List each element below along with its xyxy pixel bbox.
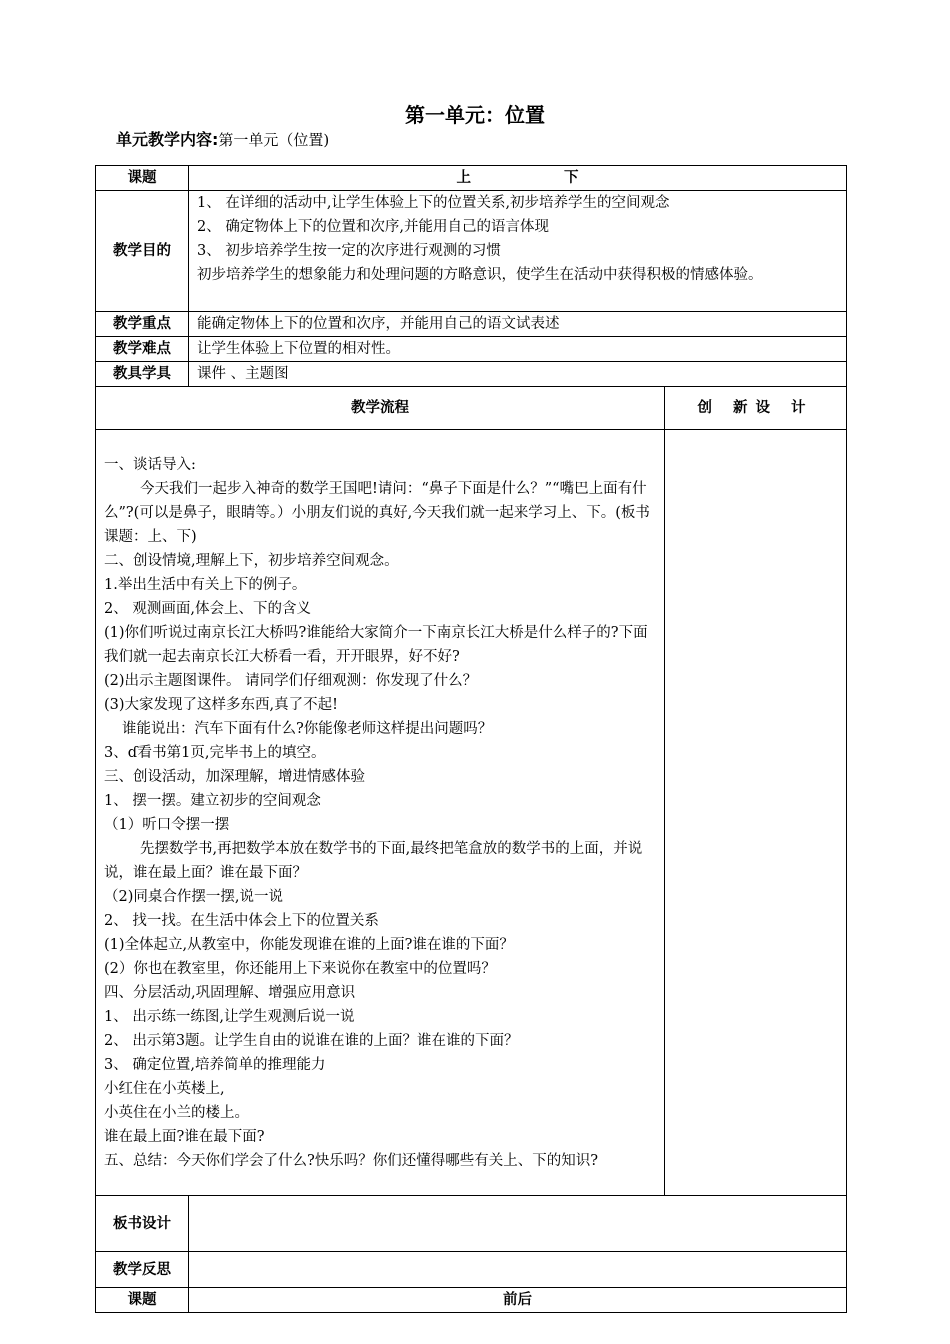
flow-line: 2、 出示第3题。让学生自由的说谁在谁的上面？谁在谁的下面？: [104, 1032, 519, 1049]
key-point-label: 教学重点: [96, 312, 189, 337]
flow-line: 今天我们一起步入神奇的数学王国吧!请问：“鼻子下面是什么？”“嘴巴上面有什么”?(可以是鼻子，眼睛等。）小朋友们说的真好,今天我们就一起来学习上、下。(板书课题：上、下): [104, 480, 650, 545]
goals-label: 教学目的: [96, 191, 189, 312]
flow-line: 1.举出生活中有关上下的例子。: [104, 576, 307, 593]
reflection-label: 教学反思: [96, 1252, 189, 1288]
flow-line: 1、 摆一摆。建立初步的空间观念: [104, 792, 321, 809]
flow-line: 3、 确定位置,培养简单的推理能力: [104, 1056, 326, 1073]
flow-line: 小红住在小英楼上,: [104, 1080, 225, 1097]
key-point-row: [96, 312, 847, 337]
topic-label: 课题: [96, 166, 189, 191]
flow-line: 三、创设活动，加深理解，增进情感体验: [104, 768, 365, 785]
design-header: 创 新设 计: [665, 387, 847, 430]
flow-line: 五、总结：今天你们学会了什么?快乐吗？你们还懂得哪些有关上、下的知识?: [104, 1152, 599, 1169]
flow-line: 2、 找一找。在生活中体会上下的位置关系: [104, 912, 379, 929]
topic-label-2: 课题: [96, 1288, 189, 1313]
board-design-row: [96, 1196, 847, 1252]
flow-line: 小英住在小兰的楼上。: [104, 1104, 249, 1121]
tools-value: 课件 、主题图: [189, 362, 847, 387]
board-design-label: 板书设计: [96, 1196, 189, 1252]
goal-item: 3、 初步培养学生按一定的次序进行观测的习惯: [197, 243, 501, 259]
flow-line: 一、谈话导入:: [104, 456, 196, 473]
reflection-cell: [189, 1252, 847, 1288]
page-title: 第一单元：位置: [405, 103, 545, 127]
tools-label: 教具学具: [96, 362, 189, 387]
unit-content-line: [116, 127, 329, 150]
key-point-value: 能确定物体上下的位置和次序，并能用自己的语文试表述: [189, 312, 847, 337]
flow-line: 3、ɗ看书第1页,完毕书上的填空。: [104, 744, 326, 761]
unit-content-value: 第一单元（位置): [218, 131, 330, 149]
flow-line: （2)同桌合作摆一摆,说一说: [104, 888, 283, 905]
board-design-cell: [189, 1196, 847, 1252]
flow-line: （1）听口令摆一摆: [104, 816, 230, 833]
goal-item: 初步培养学生的想象能力和处理问题的方略意识，使学生在活动中获得积极的情感体验。: [197, 267, 763, 283]
topic-value: 上 下: [189, 166, 847, 191]
difficulty-row: [96, 337, 847, 362]
topic-value-2: 前后: [189, 1288, 847, 1313]
difficulty-value: 让学生体验上下位置的相对性。: [189, 337, 847, 362]
difficulty-label: 教学难点: [96, 337, 189, 362]
flow-line: 四、分层活动,巩固理解、增强应用意识: [104, 984, 356, 1001]
flow-content: [96, 430, 665, 1196]
topic-row-2: [96, 1288, 847, 1313]
flow-header-row: [96, 387, 847, 430]
goal-item: 2、 确定物体上下的位置和次序,并能用自己的语言体现: [197, 219, 549, 235]
flow-line: 2、 观测画面,体会上、下的含义: [104, 600, 311, 617]
unit-content-label: 单元教学内容:: [116, 130, 219, 149]
flow-line: (2)出示主题图课件。 请同学们仔细观测：你发现了什么？: [104, 672, 478, 689]
flow-line: 1、 出示练一练图,让学生观测后说一说: [104, 1008, 355, 1025]
flow-line: 谁能说出：汽车下面有什么?你能像老师这样提出问题吗？: [122, 720, 493, 737]
flow-line: (1)你们听说过南京长江大桥吗?谁能给大家简介一下南京长江大桥是什么样子的?下面我们就一起去南京长江大桥看一看，开开眼界，好不好?: [104, 624, 648, 665]
goals-row: [96, 191, 847, 312]
reflection-row: [96, 1252, 847, 1288]
flow-line: (2）你也在教室里，你还能用上下来说你在教室中的位置吗？: [104, 960, 496, 977]
goal-item: 1、 在详细的活动中,让学生体验上下的位置关系,初步培养学生的空间观念: [197, 195, 670, 211]
topic-row: [96, 166, 847, 191]
design-cell: [665, 430, 847, 1196]
flow-line: 二、创设情境,理解上下，初步培养空间观念。: [104, 552, 399, 569]
goals-cell: [189, 191, 847, 312]
flow-line: (1)全体起立,从教室中，你能发现谁在谁的上面?谁在谁的下面？: [104, 936, 514, 953]
flow-line: 谁在最上面?谁在最下面?: [104, 1128, 265, 1145]
tools-row: [96, 362, 847, 387]
flow-line: 先摆数学书,再把数学本放在数学书的下面,最终把笔盒放的数学书的上面，并说说，谁在最上面？谁在最下面？: [104, 840, 643, 881]
flow-line: (3)大家发现了这样多东西,真了不起!: [104, 696, 338, 713]
flow-header: 教学流程: [96, 387, 665, 430]
lesson-plan-table: [95, 165, 847, 1313]
flow-row: [96, 430, 847, 1196]
